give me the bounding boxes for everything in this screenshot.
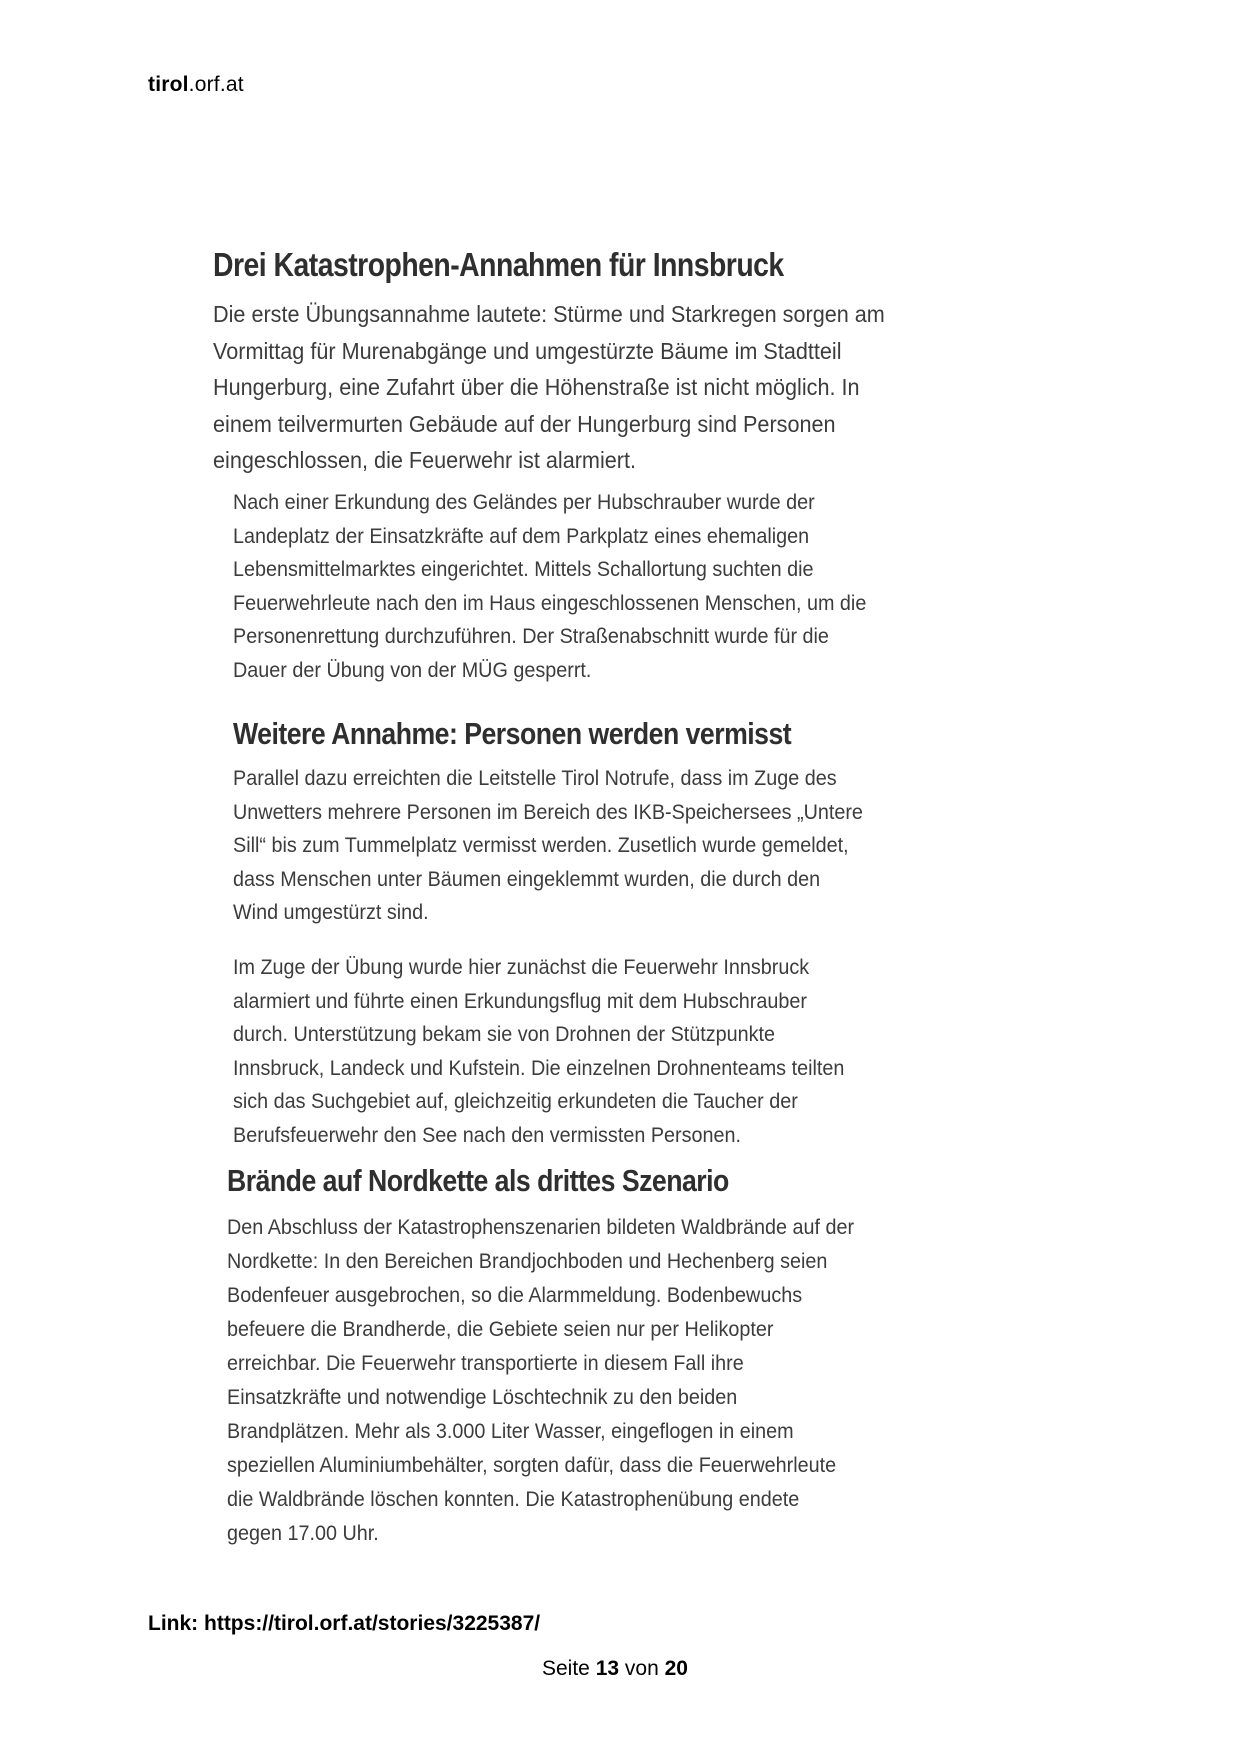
page-number [542,1657,688,1681]
page-prefix: Seite [542,1657,596,1680]
site-name-bold: tirol [148,73,189,96]
paragraph-drohnen: Im Zuge der Übung wurde hier zunächst die Feuerwehr Innsbruck alarmiert und führte einen Erkundungsflug mit dem Hubschrauber durch. Unterstützung bekam sie von Drohnen der Stützpunkte Innsbruck, Landeck und Kufstein. Die einzelnen Drohnenteams teilten sich das Suchgebiet auf, gleichzeitig erkundeten die Taucher der Berufsfeuerwehr den See nach den vermissten Personen. [233,955,845,1147]
heading-katastrophen-annahmen: Drei Katastrophen-Annahmen für Innsbruck [213,246,784,283]
page-total: 20 [664,1657,688,1680]
paragraph-erkundung: Nach einer Erkundung des Geländes per Hubschrauber wurde der Landeplatz der Einsatzkräfte auf dem Parkplatz eines ehemaligen Lebensmittelmarktes eingerichtet. Mittels Schallortung suchten die Feuerwehrleute nach den im Haus eingeschlossenen Menschen, um die Personenrettung durchzuführen. Der Straßenabschnitt wurde für die Dauer der Übung von der MÜG gesperrt. [233,490,867,682]
source-link[interactable]: Link: https://tirol.orf.at/stories/3225387/ [148,1612,541,1635]
paragraph-lead: Die erste Übungsannahme lautete: Stürme und Starkregen sorgen am Vormittag für Murenabgänge und umgestürzte Bäume im Stadtteil Hungerburg, eine Zufahrt über die Höhenstraße ist nicht möglich. In einem teilvermurten Gebäude auf der Hungerburg sind Personen eingeschlossen, die Feuerwehr ist alarmiert. [213,301,885,473]
paragraph-waldbraende: Den Abschluss der Katastrophenszenarien bildeten Waldbrände auf der Nordkette: In den Bereichen Brandjochboden und Hechenberg seien Bodenfeuer ausgebrochen, so die Alarmmeldung. Bodenbewuchs befeuere die Brandherde, die Gebiete seien nur per Helikopter erreichbar. Die Feuerwehr transportierte in diesem Fall ihre Einsatzkräfte und notwendige Löschtechnik zu den beiden Brandplätzen. Mehr als 3.000 Liter Wasser, eingeflogen in einem speziellen Aluminiumbehälter, sorgten dafür, dass die Feuerwehrleute die Waldbrände löschen konnten. Die Katastrophenübung endete gegen 17.00 Uhr. [227,1215,855,1545]
site-header [148,73,244,97]
heading-personen-vermisst: Weitere Annahme: Personen werden vermisst [233,716,792,751]
heading-braende-nordkette: Brände auf Nordkette als drittes Szenario [227,1163,729,1198]
page-current: 13 [595,1657,620,1680]
site-name-domain: .orf.at [188,73,244,96]
paragraph-notrufe: Parallel dazu erreichten die Leitstelle Tirol Notrufe, dass im Zuge des Unwetters mehrere Personen im Bereich des IKB-Speichersees „Untere Sill“ bis zum Tummelplatz vermisst werden. Zusetlich wurde gemeldet, dass Menschen unter Bäumen eingeklemmt wurden, die durch den Wind umgestürzt sind. [233,766,863,924]
page-middle: von [619,1657,665,1680]
